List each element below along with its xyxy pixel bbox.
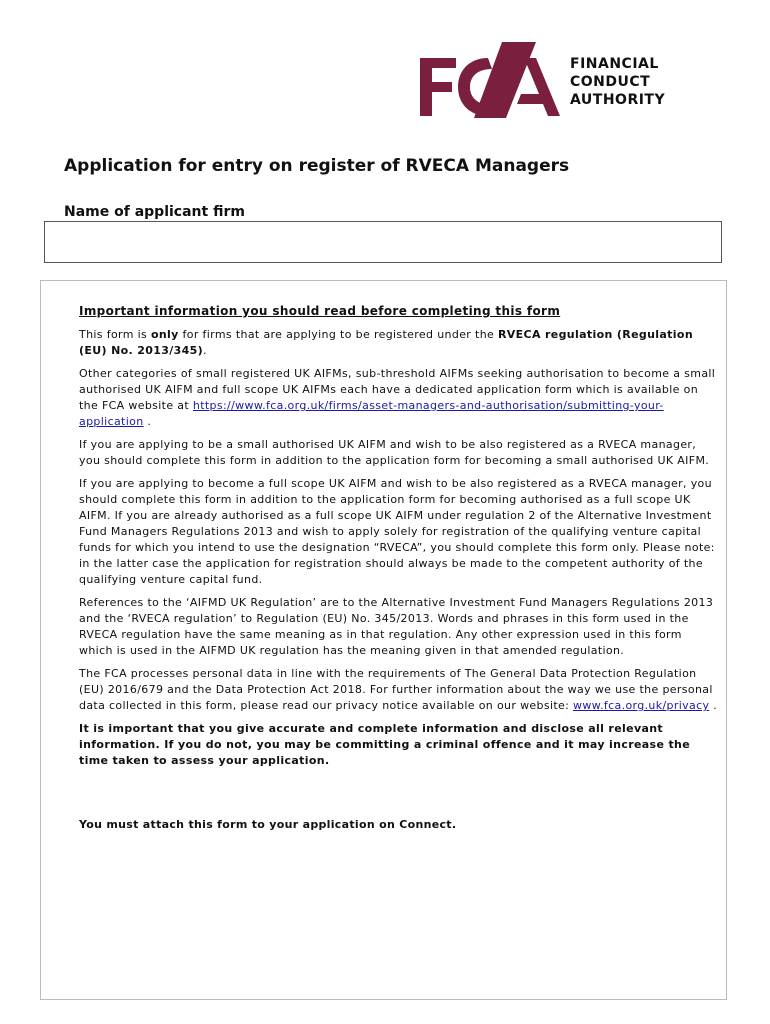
firm-name-label: Name of applicant firm (64, 204, 245, 220)
fca-logo-mark (418, 42, 564, 118)
logo-line-3: AUTHORITY (570, 92, 666, 108)
firm-name-field[interactable] (44, 221, 722, 263)
info-paragraph-4: If you are applying to become a full scope UK AIFM and wish to be also registered as a RVECA manager, you should complete this form in addition to the application form for becoming authorised as a full scope UK AIFM. If you are already authorised as a full scope UK AIFM under regulation 2 of the Alternative Investment Fund Managers Regulations 2013 and wish to apply solely for registration of the qualifying venture capital funds for which you intend to use the designation “RVECA”, you should complete this form only. Please note: in the latter case the application for registration should always be made to the competent authority of the qualifying venture capital fund. (79, 477, 715, 586)
important-information-content (79, 303, 719, 776)
info-paragraph-6: The FCA processes personal data in line with the requirements of The General Data Protection Regulation (EU) 2016/679 and the Data Protection Act 2018. For further information about the way we use the personal data collected in this form, please read our privacy notice available on our website: www.fca.org.uk/privacy . (79, 667, 718, 712)
fca-logo-wordmark (570, 55, 665, 109)
logo-line-2: CONDUCT (570, 74, 651, 90)
only-emphasis: only (150, 328, 179, 341)
logo-line-1: FINANCIAL (570, 56, 659, 72)
fca-logo (418, 42, 680, 118)
info-paragraph-2: Other categories of small registered UK AIFMs, sub-threshold AIFMs seeking authorisation to become a small authorised UK AIFM and full scope UK AIFMs each have a dedicated application form which is available on the FCA website at https://www.fca.org.uk/firms/asset-managers-and-authorisation/submitting-your-application . (79, 367, 716, 428)
page-title: Application for entry on register of RVECA Managers (64, 156, 570, 176)
info-paragraph-1: This form is only for firms that are applying to be registered under the RVECA regulation (Regulation (EU) No. 2013/345). (79, 328, 694, 357)
privacy-link[interactable]: www.fca.org.uk/privacy (573, 699, 710, 712)
fca-application-link[interactable]: https://www.fca.org.uk/firms/asset-managers-and-authorisation/submitting-your-application (79, 399, 664, 428)
accuracy-warning: It is important that you give accurate and complete information and disclose all relevant information. If you do not, you may be committing a criminal offence and it may increase the time taken to assess your application. (79, 722, 691, 767)
info-paragraph-5: References to the ‘AIFMD UK Regulation’ are to the Alternative Investment Fund Managers Regulations 2013 and the ‘RVECA regulation’ to Regulation (EU) No. 345/2013. Words and phrases in this form used in the RVECA regulation have the same meaning as in that regulation. Any other expression used in this form which is used in the AIFMD UK regulation has the meaning given in that amended regulation. (79, 596, 714, 657)
info-paragraph-3: If you are applying to be a small authorised UK AIFM and wish to be also registered as a RVECA manager, you should complete this form in addition to the application form for becoming a small authorised UK AIFM. (79, 438, 710, 467)
info-heading: Important information you should read before completing this form (79, 304, 561, 318)
rveca-regulation-emphasis: RVECA regulation (Regulation (EU) No. 2013/345) (79, 328, 694, 357)
attach-instruction: You must attach this form to your application on Connect. (79, 818, 457, 831)
